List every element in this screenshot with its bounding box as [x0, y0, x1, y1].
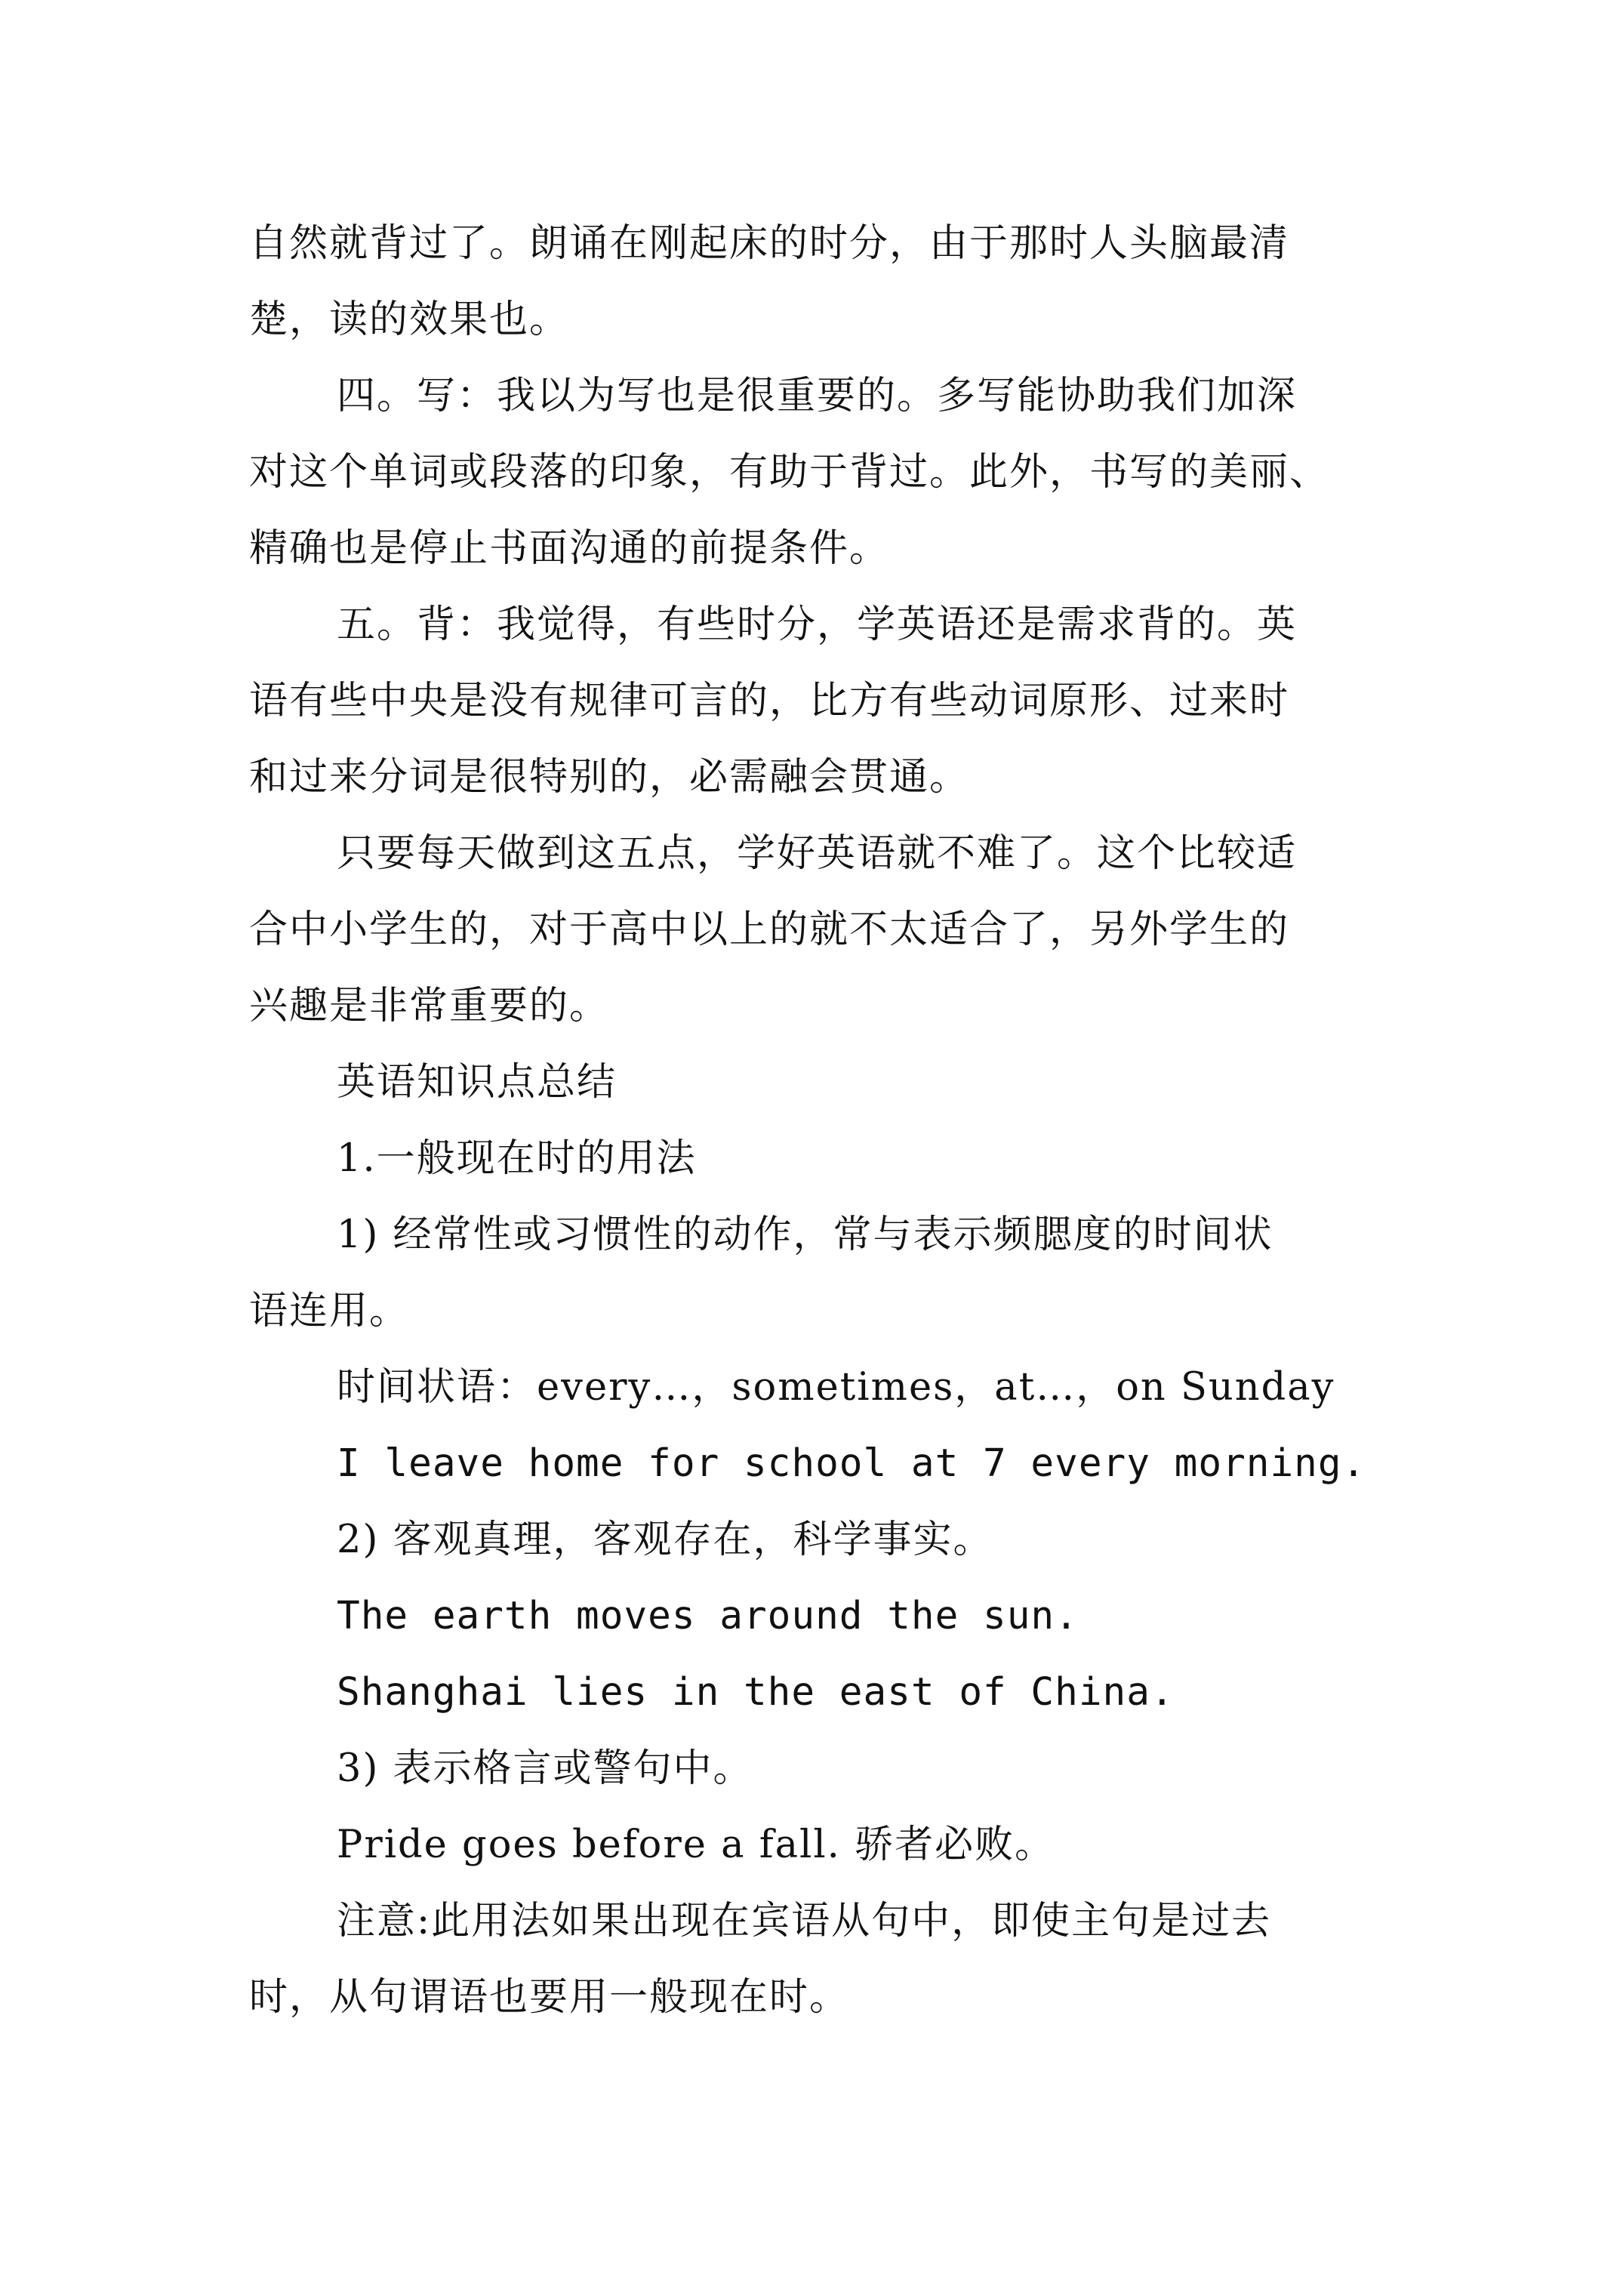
section-heading-recite: 五。背：我觉得，有些时分，学英语还是需求背的。英 [337, 603, 1298, 647]
text-line: 合中小学生的，对于高中以上的就不太适合了，另外学生的 [249, 908, 1290, 952]
text-line: 和过来分词是很特别的，必需融会贯通。 [249, 755, 970, 800]
text-line: 语有些中央是没有规律可言的，比方有些动词原形、过来时 [249, 679, 1290, 723]
text-line: 精确也是停止书面沟通的前提条件。 [249, 526, 890, 571]
text-line: 时，从句谓语也要用一般现在时。 [249, 1975, 850, 2020]
list-item: 3) 表示格言或警句中。 [337, 1746, 753, 1791]
text-line: 对这个单词或段落的印象，有助于背过。此外，书写的美丽、 [249, 450, 1330, 495]
text-line: 自然就背过了。朗诵在刚起床的时分，由于那时人头脑最清 [249, 221, 1290, 266]
subsection-title: 1.一般现在时的用法 [337, 1136, 697, 1181]
body-text [249, 205, 1381, 2036]
text-line: 只要每天做到这五点，学好英语就不难了。这个比较适 [337, 831, 1298, 876]
list-item: 1) 经常性或习惯性的动作，常与表示频腮度的时间状 [337, 1213, 1273, 1257]
text-line: 楚，读的效果也。 [249, 297, 570, 342]
example-sentence: The earth moves around the sun. [337, 1594, 1079, 1638]
example-sentence: Shanghai lies in the east of China. [337, 1670, 1175, 1715]
section-title: 英语知识点总结 [337, 1060, 617, 1105]
note-line: 注意:此用法如果出现在宾语从句中，即使主句是过去 [337, 1899, 1272, 1943]
section-heading-write: 四。写：我以为写也是很重要的。多写能协助我们加深 [337, 374, 1298, 418]
list-item: 2) 客观真理，客观存在，科学事实。 [337, 1518, 993, 1562]
text-line: 兴趣是非常重要的。 [249, 984, 610, 1028]
text-line: 语连用。 [249, 1289, 410, 1333]
example-sentence: Pride goes before a fall. 骄者必败。 [337, 1823, 1055, 1867]
time-adverbials: 时间状语：every…，sometimes，at…，on Sunday [337, 1365, 1335, 1410]
example-sentence: I leave home for school at 7 every morning. [337, 1441, 1366, 1486]
